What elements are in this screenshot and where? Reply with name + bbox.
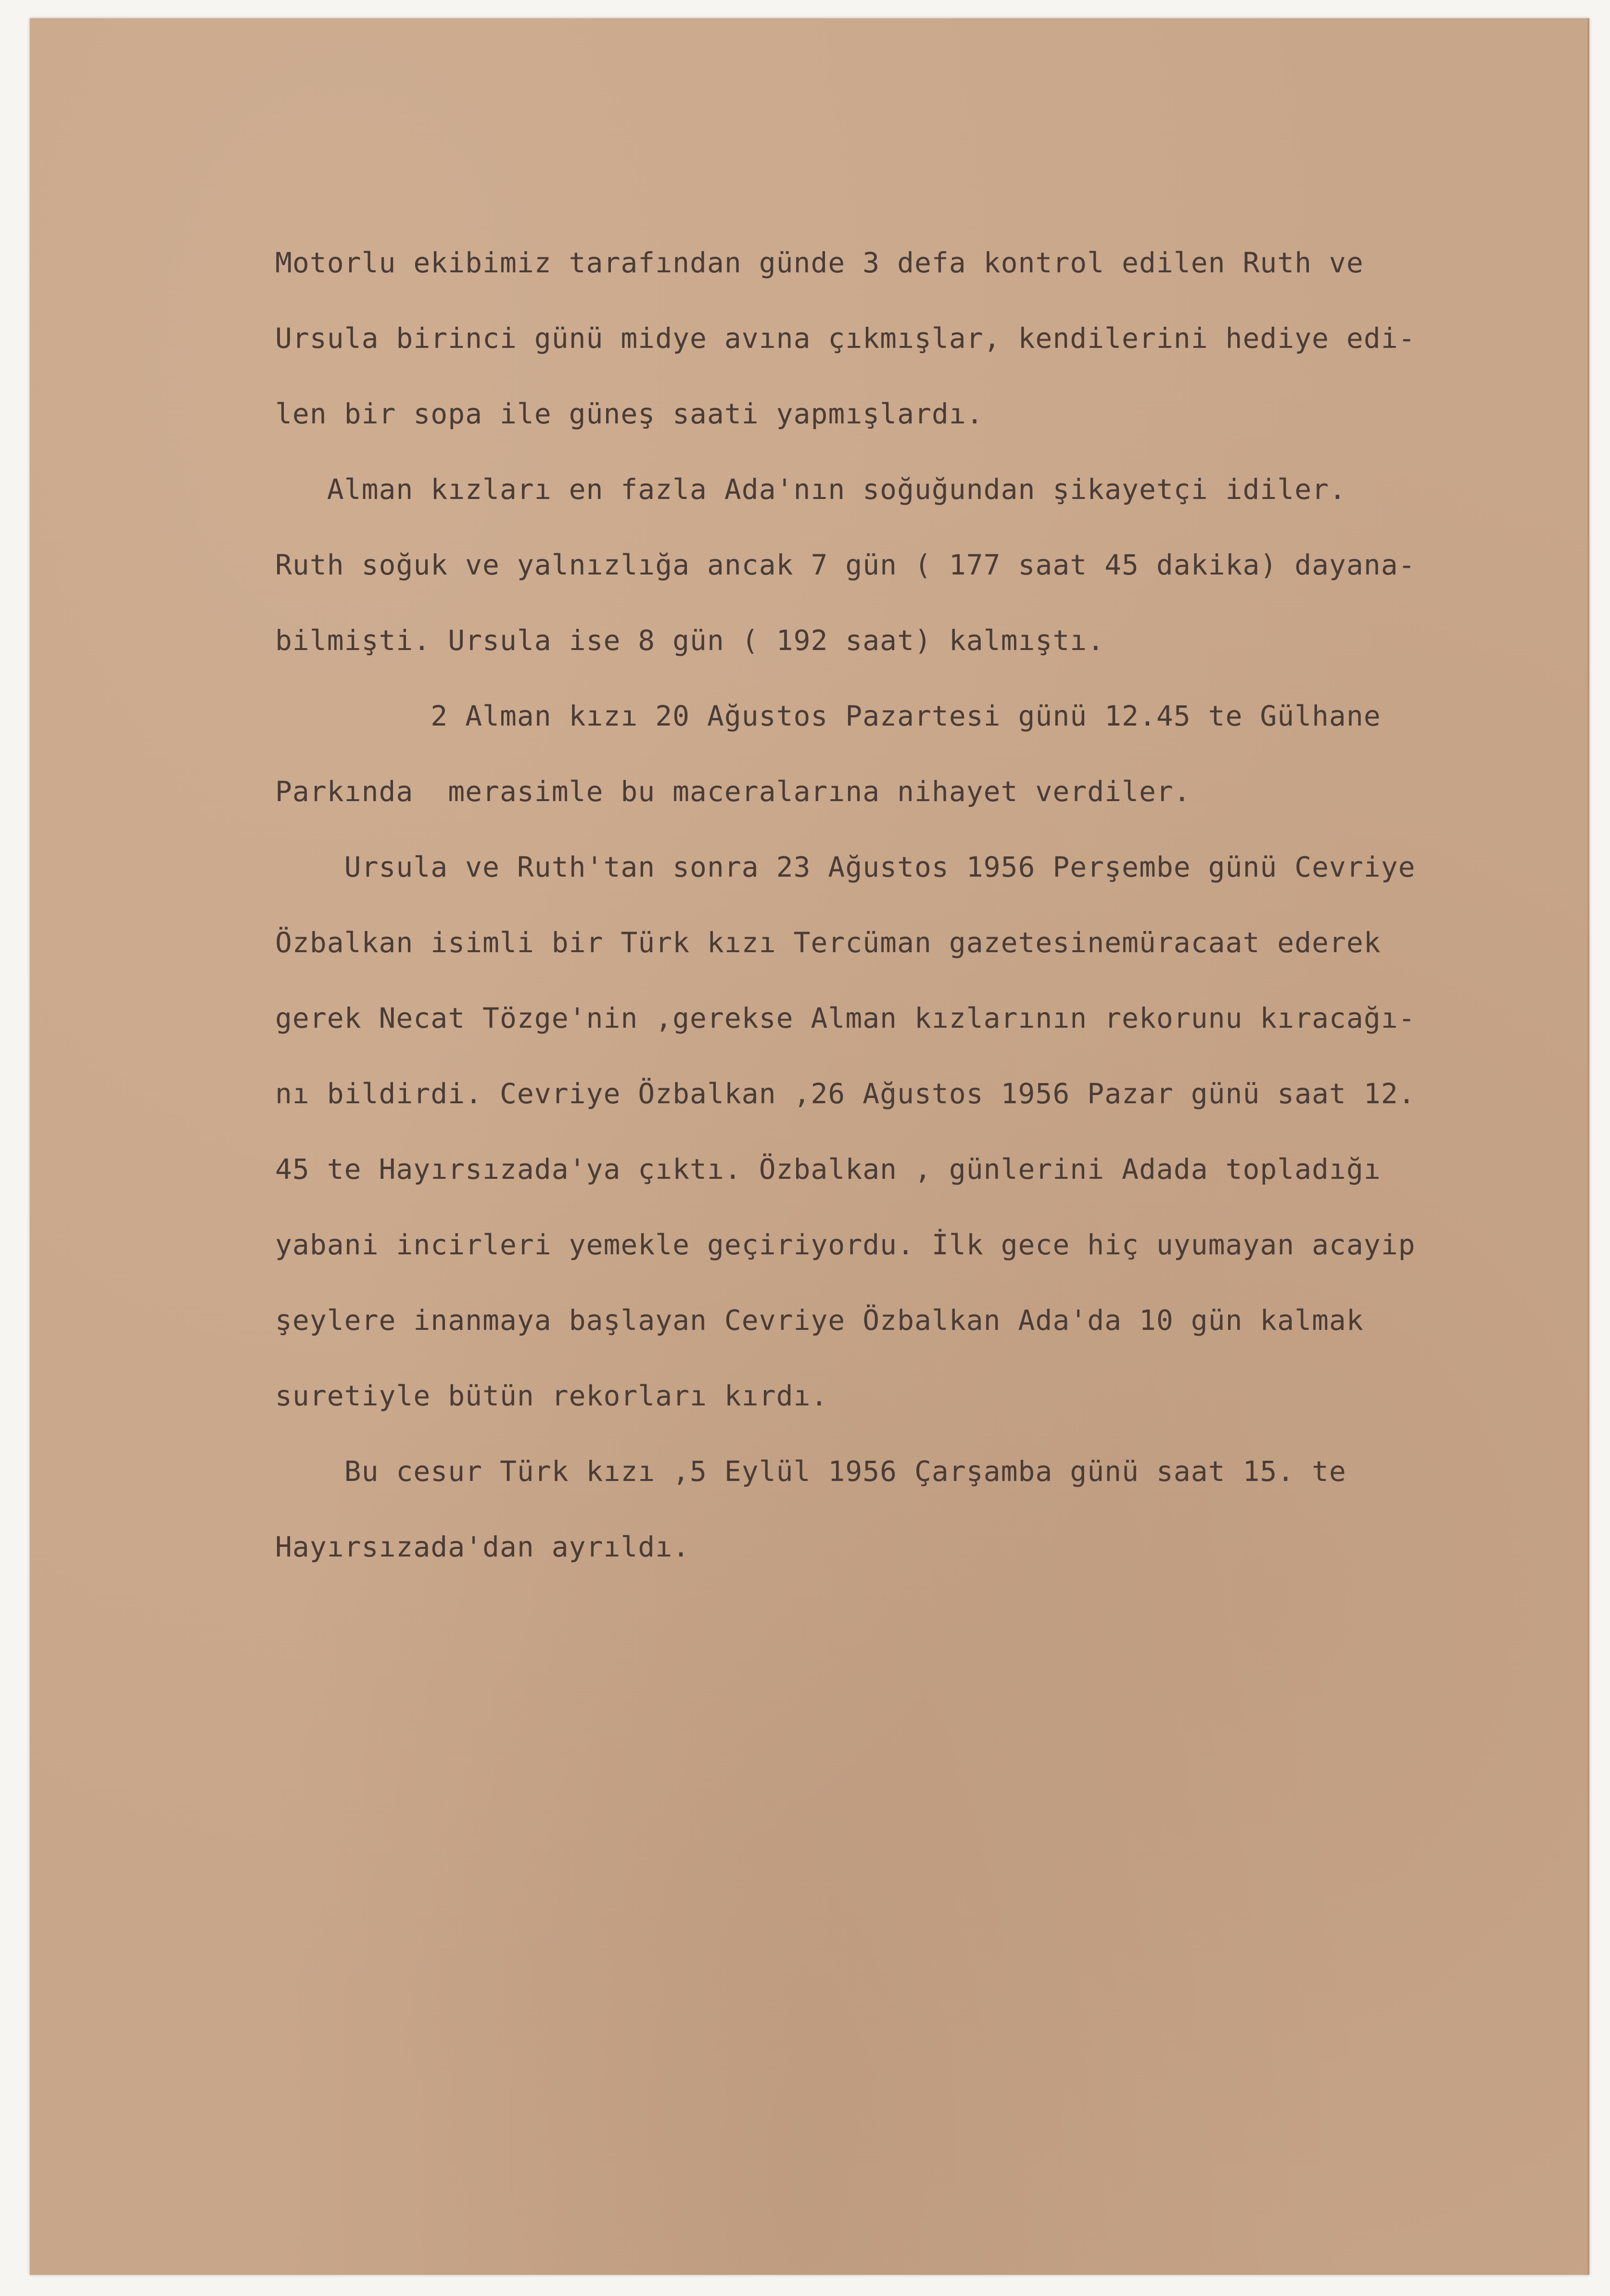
text-line: Özbalkan isimli bir Türk kızı Tercüman gazetesinemüracaat ederek bbox=[275, 926, 1381, 959]
text-line: Ursula birinci günü midye avına çıkmışlar, kendilerini hediye edi- bbox=[275, 322, 1416, 355]
text-line: Parkında merasimle bu maceralarına nihayet verdiler. bbox=[275, 775, 1191, 808]
text-line: nı bildirdi. Cevriye Özbalkan ,26 Ağustos 1956 Pazar günü saat 12. bbox=[275, 1077, 1416, 1110]
text-line: 45 te Hayırsızada'ya çıktı. Özbalkan , günlerini Adada topladığı bbox=[275, 1153, 1381, 1186]
text-line: şeylere inanmaya başlayan Cevriye Özbalkan Ada'da 10 gün kalmak bbox=[275, 1304, 1364, 1337]
text-line: len bir sopa ile güneş saati yapmışlardı. bbox=[275, 397, 984, 430]
text-line: Alman kızları en fazla Ada'nın soğuğundan şikayetçi idiler. bbox=[275, 473, 1346, 506]
paper-sheet bbox=[30, 18, 1589, 2275]
text-line: Motorlu ekibimiz tarafından günde 3 defa kontrol edilen Ruth ve bbox=[275, 246, 1364, 279]
text-line: Ursula ve Ruth'tan sonra 23 Ağustos 1956 Perşembe günü Cevriye bbox=[275, 851, 1416, 883]
text-line: Bu cesur Türk kızı ,5 Eylül 1956 Çarşamba günü saat 15. te bbox=[275, 1455, 1346, 1488]
text-line: Ruth soğuk ve yalnızlığa ancak 7 gün ( 177 saat 45 dakika) dayana- bbox=[275, 548, 1416, 581]
text-line: gerek Necat Tözge'nin ,gerekse Alman kızlarının rekorunu kıracağı- bbox=[275, 1002, 1416, 1034]
typewritten-text bbox=[275, 225, 1574, 1585]
text-line: yabani incirleri yemekle geçiriyordu. İlk gece hiç uyumayan acayip bbox=[275, 1228, 1416, 1261]
text-line: bilmişti. Ursula ise 8 gün ( 192 saat) kalmıştı. bbox=[275, 624, 1105, 657]
text-line: suretiyle bütün rekorları kırdı. bbox=[275, 1379, 828, 1412]
text-line: 2 Alman kızı 20 Ağustos Pazartesi günü 12.45 te Gülhane bbox=[275, 700, 1381, 732]
text-line: Hayırsızada'dan ayrıldı. bbox=[275, 1531, 690, 1563]
